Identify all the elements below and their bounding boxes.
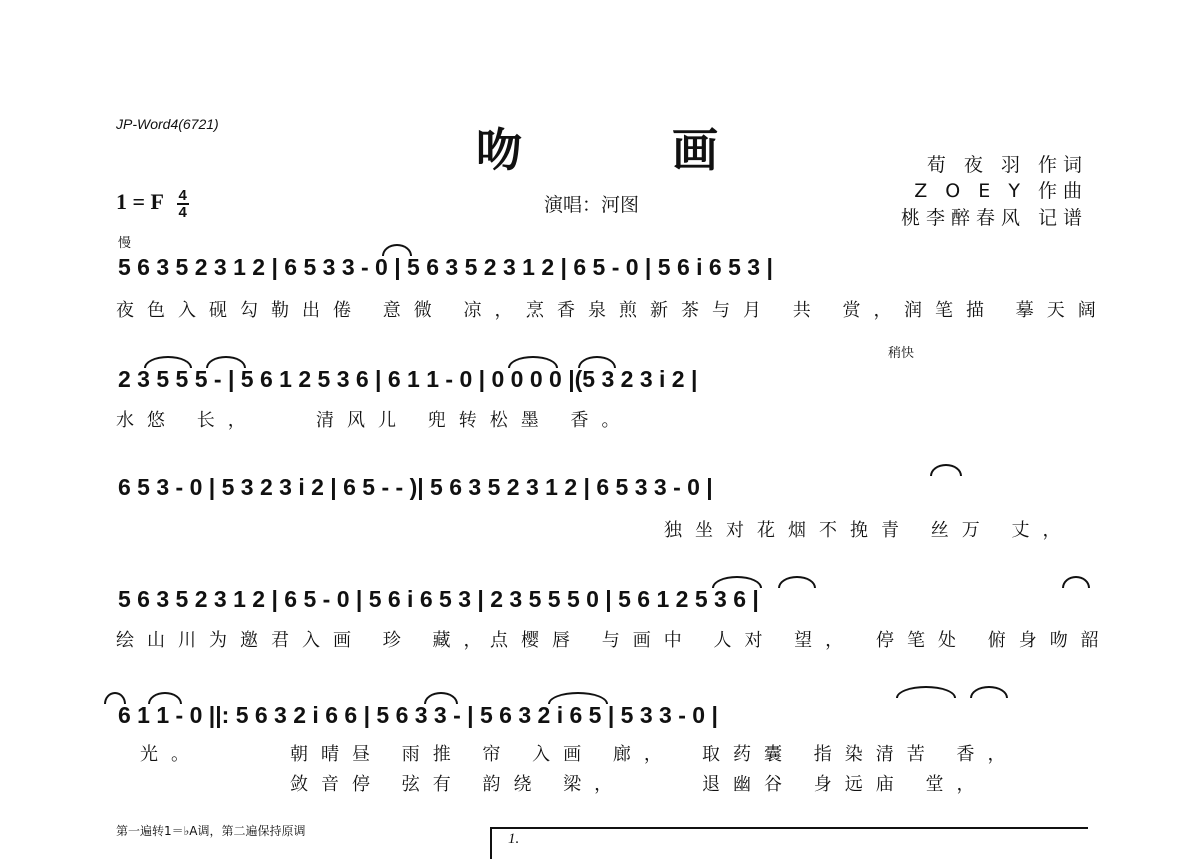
slur [712, 576, 762, 588]
time-signature [177, 188, 189, 220]
lyric-1a: 夜色入砚勾勒出倦 意微 凉， [116, 300, 526, 321]
volta-label: 1. [508, 831, 520, 847]
volta-bracket [490, 827, 1088, 859]
slur [1062, 576, 1090, 588]
lyric-4c: 停笔处 俯身吻韶 [876, 630, 1112, 651]
lyric-5a: 光。 [140, 744, 202, 765]
slur [104, 692, 126, 704]
slur [778, 576, 816, 588]
time-top: 4 [178, 187, 187, 204]
lyric-5b: 朝晴昼 雨推 帘 入画 廊， [290, 744, 675, 765]
notation-line-5: 6 1 1 - 0 ||: 5 6 3 2 i 6 6 | 5 6 3 3 - | 5 6 3 2 i 6 5 | 5 3 3 - 0 | [118, 702, 718, 728]
key-label: 1 = F [116, 189, 164, 215]
notation-line-4: 5 6 3 5 2 3 1 2 | 6 5 - 0 | 5 6 i 6 5 3 | 2 3 5 5 5 0 | 5 6 1 2 5 3 6 | [118, 586, 759, 612]
slur [548, 692, 608, 704]
lyric-1b: 烹香泉煎新茶与月 共 赏， [526, 300, 905, 321]
slur [508, 356, 558, 368]
slur [930, 464, 962, 476]
lyric-5c: 取药囊 指染清苦 香， [702, 744, 1019, 765]
tempo-slow: 慢 [118, 236, 132, 251]
slur [144, 356, 192, 368]
song-title: 吻画 [476, 123, 868, 177]
singer-credit: 演唱：河图 [544, 194, 640, 216]
key-change-note: 第一遍转1＝♭A调，第二遍保持原调 [116, 824, 306, 838]
slur [970, 686, 1008, 698]
lyric-5e: 退幽谷 身远庙 堂， [702, 774, 988, 795]
lyric-4b: 点樱唇 与画中 人对 望， [490, 630, 857, 651]
slur [382, 244, 412, 256]
notation-line-3: 6 5 3 - 0 | 5 3 2 3 i 2 | 6 5 - - )| 5 6 3 5 2 3 1 2 | 6 5 3 3 - 0 | [118, 474, 713, 500]
tempo-faster: 稍快 [888, 346, 915, 361]
lyric-3a: 独坐对花烟不挽青 丝万 丈， [664, 520, 1074, 541]
software-label: JP-Word4(6721) [116, 116, 219, 132]
slur [424, 692, 458, 704]
notation-line-1: 5 6 3 5 2 3 1 2 | 6 5 3 3 - 0 | 5 6 3 5 2 3 1 2 | 6 5 - 0 | 5 6 i 6 5 3 | [118, 254, 773, 280]
slur [896, 686, 956, 698]
slur [578, 356, 616, 368]
lyricist-credit: 荀 夜 羽 作词 [926, 154, 1088, 176]
lyric-5d: 敛音停 弦有 韵绕 梁， [290, 774, 626, 795]
notation-line-2: 2 3 5 5 5 - | 5 6 1 2 5 3 6 | 6 1 1 - 0 | 0 0 0 0 |(5 3 2 3 i 2 | [118, 366, 698, 392]
lyric-2a: 水悠 长， [116, 410, 259, 431]
time-bottom: 4 [178, 204, 187, 221]
transcriber-credit: 桃李醉春风 记谱 [900, 207, 1088, 229]
slur [148, 692, 182, 704]
composer-credit: Z O E Y 作曲 [914, 180, 1088, 202]
lyric-4a: 绘山川为邀君入画 珍 藏， [116, 630, 495, 651]
lyric-1c: 润笔描 摹天阔 [904, 300, 1109, 321]
slur [206, 356, 246, 368]
key-signature [116, 188, 189, 220]
lyric-2b: 清风儿 兜转松墨 香。 [316, 410, 633, 431]
